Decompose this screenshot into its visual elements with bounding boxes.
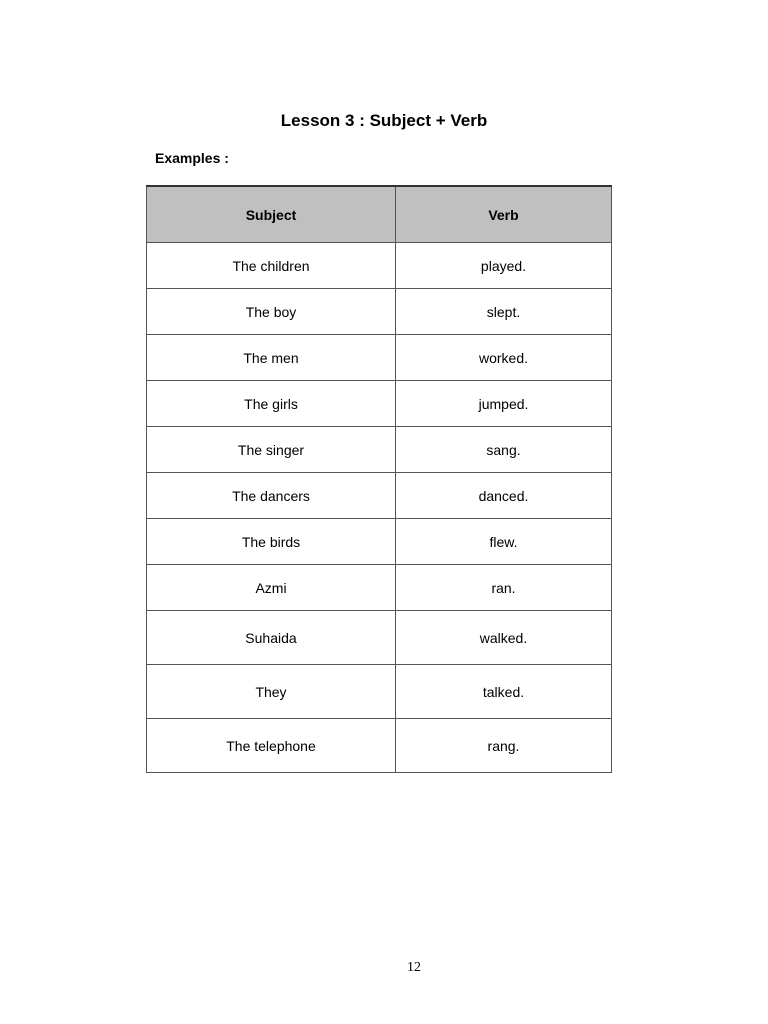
page-title: Lesson 3 : Subject + Verb: [280, 111, 488, 130]
examples-label: Examples :: [155, 150, 229, 166]
verb-cell: sang.: [396, 427, 612, 473]
verb-cell: rang.: [396, 719, 612, 773]
subject-cell: The singer: [147, 427, 396, 473]
verb-cell: worked.: [396, 335, 612, 381]
table-row: [147, 519, 612, 565]
table-row: [147, 243, 612, 289]
verb-cell: slept.: [396, 289, 612, 335]
verb-cell: talked.: [396, 665, 612, 719]
subject-cell: The girls: [147, 381, 396, 427]
verb-cell: flew.: [396, 519, 612, 565]
subject-cell: The telephone: [147, 719, 396, 773]
subject-cell: Suhaida: [147, 611, 396, 665]
table-row: [147, 565, 612, 611]
subject-verb-table-container: [146, 185, 611, 773]
page-number: 12: [407, 960, 421, 975]
subject-cell: Azmi: [147, 565, 396, 611]
table-row: [147, 665, 612, 719]
subject-cell: The boy: [147, 289, 396, 335]
verb-cell: walked.: [396, 611, 612, 665]
table-row: [147, 381, 612, 427]
table-header-row: [147, 186, 612, 243]
table-body: [147, 243, 612, 773]
table-row: [147, 289, 612, 335]
subject-cell: The children: [147, 243, 396, 289]
subject-cell: The men: [147, 335, 396, 381]
table-row: [147, 335, 612, 381]
subject-verb-table: [146, 185, 612, 773]
verb-cell: ran.: [396, 565, 612, 611]
subject-cell: The birds: [147, 519, 396, 565]
table-header: [147, 186, 612, 243]
header-subject: Subject: [147, 186, 396, 243]
subject-cell: They: [147, 665, 396, 719]
table-row: [147, 473, 612, 519]
header-verb: Verb: [396, 186, 612, 243]
verb-cell: jumped.: [396, 381, 612, 427]
table-row: [147, 719, 612, 773]
table-row: [147, 611, 612, 665]
verb-cell: played.: [396, 243, 612, 289]
verb-cell: danced.: [396, 473, 612, 519]
table-row: [147, 427, 612, 473]
subject-cell: The dancers: [147, 473, 396, 519]
